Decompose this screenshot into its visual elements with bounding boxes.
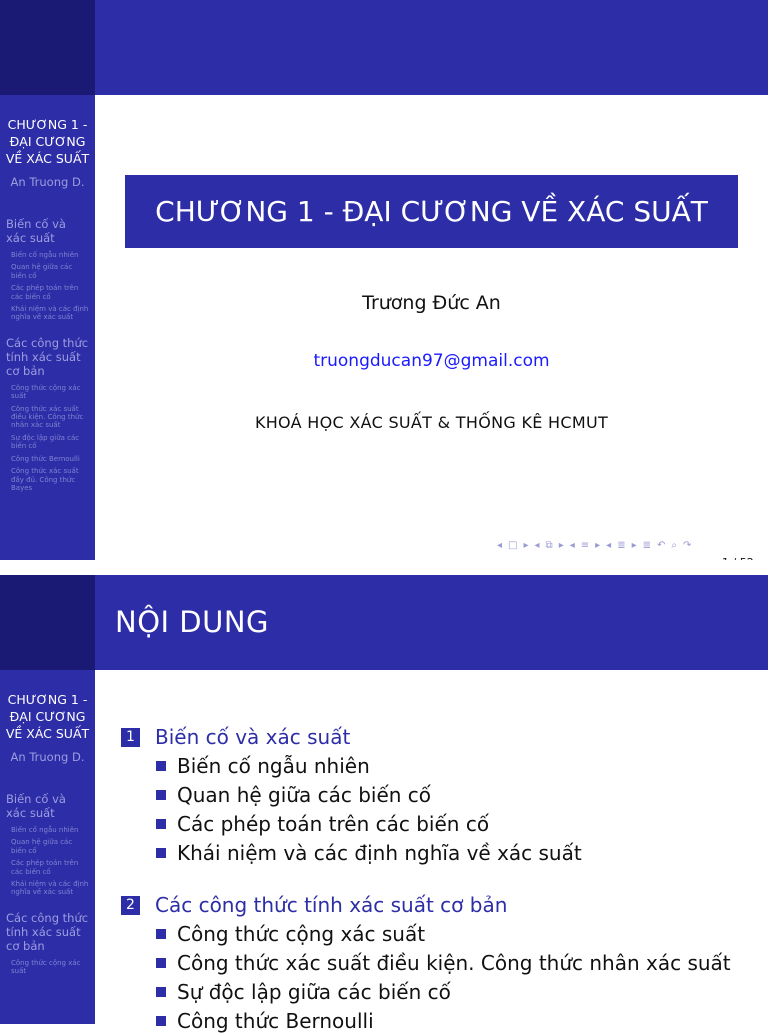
sidebar-subsection[interactable]: Công thức xác suất đầy đủ. Công thức Bayes xyxy=(11,467,79,492)
sidebar-subsection[interactable]: Khái niệm và các định nghĩa về xác suất xyxy=(11,880,89,897)
nav-search-icon[interactable]: ⌕ xyxy=(671,540,678,551)
toc-subsection-label[interactable]: Quan hệ giữa các biến cố xyxy=(177,782,432,807)
sidebar-subsection[interactable]: Công thức cộng xác suất xyxy=(11,958,81,976)
toc-section[interactable] xyxy=(121,723,731,751)
sidebar-subsection[interactable]: Quan hệ giữa các biến cố xyxy=(11,263,73,280)
nav-prev-section-icon[interactable]: ◂ xyxy=(606,540,612,551)
frame-title: NỘI DUNG xyxy=(115,605,270,639)
nav-document-icon[interactable]: ≣ xyxy=(642,540,652,551)
beamer-nav-bar xyxy=(497,540,691,551)
sidebar xyxy=(0,0,95,560)
sidebar-outline xyxy=(0,671,95,976)
nav-next-frame-icon[interactable]: ▸ xyxy=(558,540,564,551)
toc-subsection[interactable] xyxy=(121,809,731,838)
sidebar-title[interactable]: CHƯƠNG 1 - ĐẠI CƯƠNG VỀ XÁC SUẤT xyxy=(5,117,90,166)
nav-prev-subsection-icon[interactable]: ◂ xyxy=(569,540,575,551)
sidebar-section-2[interactable]: Các công thức tính xác suất cơ bản xyxy=(6,335,89,378)
toc-subsection[interactable] xyxy=(121,948,731,977)
sidebar-subsection[interactable]: Quan hệ giữa các biến cố xyxy=(11,838,73,855)
sidebar-subsection[interactable]: Công thức xác suất điều kiện. Công thức nhân xác suất xyxy=(11,404,84,430)
sidebar xyxy=(0,575,95,1024)
toc-section[interactable] xyxy=(121,891,731,919)
toc-spacer xyxy=(121,867,731,891)
sidebar-subsection[interactable]: Các phép toán trên các biến cố xyxy=(11,284,79,301)
square-bullet-icon xyxy=(156,790,166,800)
toc-subsection-label[interactable]: Các phép toán trên các biến cố xyxy=(177,811,490,836)
toc-subsection-label[interactable]: Công thức xác suất điều kiện. Công thức nhân xác suất xyxy=(177,950,731,975)
nav-prev-frame-icon[interactable]: ◂ xyxy=(534,540,540,551)
toc-subsection[interactable] xyxy=(121,1006,731,1035)
nav-next-slide-icon[interactable]: ▸ xyxy=(523,540,529,551)
toc-section-label[interactable]: Biến cố và xác suất xyxy=(155,725,351,749)
sidebar-section-1[interactable]: Biến cố và xác suất xyxy=(6,792,66,820)
nav-forward-icon[interactable]: ↷ xyxy=(683,540,692,551)
sidebar-subsection[interactable]: Các phép toán trên các biến cố xyxy=(11,859,79,876)
square-bullet-icon xyxy=(156,987,166,997)
sidebar-subsection[interactable]: Công thức cộng xác suất xyxy=(11,383,81,401)
email-link[interactable]: truongducan97@gmail.com xyxy=(313,351,550,371)
author-name: Trương Đức An xyxy=(362,292,501,314)
nav-section-icon[interactable]: ≣ xyxy=(617,540,626,551)
sidebar-subsection[interactable]: Khái niệm và các định nghĩa về xác suất xyxy=(11,305,89,322)
toc-subsection-label[interactable]: Khái niệm và các định nghĩa về xác suất xyxy=(177,840,582,865)
header-bar xyxy=(95,0,768,95)
nav-prev-slide-icon[interactable]: ◂ xyxy=(497,540,503,551)
sidebar-section-2[interactable]: Các công thức tính xác suất cơ bản xyxy=(6,910,89,953)
toc-section-label[interactable]: Các công thức tính xác suất cơ bản xyxy=(155,893,508,917)
sidebar-corner xyxy=(0,575,95,670)
toc-subsection[interactable] xyxy=(121,977,731,1006)
toc-subsection[interactable] xyxy=(121,751,731,780)
slide-gap xyxy=(0,560,768,575)
square-bullet-icon xyxy=(156,761,166,771)
slide-2 xyxy=(0,575,768,1033)
square-bullet-icon xyxy=(156,819,166,829)
sidebar-section-1[interactable]: Biến cố và xác suất xyxy=(6,217,66,245)
header-bar xyxy=(95,575,768,670)
toc-subsection[interactable] xyxy=(121,780,731,809)
square-bullet-icon xyxy=(156,1016,166,1026)
square-bullet-icon xyxy=(156,958,166,968)
sidebar-title[interactable]: CHƯƠNG 1 - ĐẠI CƯƠNG VỀ XÁC SUẤT xyxy=(5,692,90,741)
sidebar-author[interactable]: An Truong D. xyxy=(10,175,85,189)
sidebar-subsection[interactable]: Biến cố ngẫu nhiên xyxy=(11,251,79,259)
nav-subsection-icon[interactable]: ≡ xyxy=(580,540,590,551)
toc-subsection[interactable] xyxy=(121,838,731,867)
toc-subsection-label[interactable]: Công thức Bernoulli xyxy=(177,1008,374,1033)
nav-slide-icon[interactable]: □ xyxy=(508,540,518,551)
toc-subsection-label[interactable]: Công thức cộng xác suất xyxy=(177,921,426,946)
sidebar-subsection[interactable]: Công thức Bernoulli xyxy=(11,454,80,463)
nav-next-subsection-icon[interactable]: ▸ xyxy=(595,540,601,551)
sidebar-subsection[interactable]: Sự độc lập giữa các biến cố xyxy=(11,433,80,451)
toc-section-number: 1 xyxy=(121,728,140,747)
square-bullet-icon xyxy=(156,848,166,858)
toc-section-number: 2 xyxy=(121,896,140,915)
sidebar-corner xyxy=(0,0,95,95)
sidebar-outline xyxy=(0,96,95,492)
nav-back-icon[interactable]: ↶ xyxy=(657,540,666,551)
table-of-contents xyxy=(121,723,731,1035)
square-bullet-icon xyxy=(156,929,166,939)
toc-subsection-label[interactable]: Sự độc lập giữa các biến cố xyxy=(177,979,451,1004)
nav-frame-icon[interactable]: ⧉ xyxy=(545,540,553,551)
toc-subsection[interactable] xyxy=(121,919,731,948)
slide-title: CHƯƠNG 1 - ĐẠI CƯƠNG VỀ XÁC SUẤT xyxy=(125,175,738,248)
sidebar-subsection[interactable]: Biến cố ngẫu nhiên xyxy=(11,826,79,834)
nav-next-section-icon[interactable]: ▸ xyxy=(631,540,637,551)
sidebar-author[interactable]: An Truong D. xyxy=(10,750,85,764)
toc-subsection-label[interactable]: Biến cố ngẫu nhiên xyxy=(177,753,370,778)
institute: KHOÁ HỌC XÁC SUẤT & THỐNG KÊ HCMUT xyxy=(254,413,609,432)
